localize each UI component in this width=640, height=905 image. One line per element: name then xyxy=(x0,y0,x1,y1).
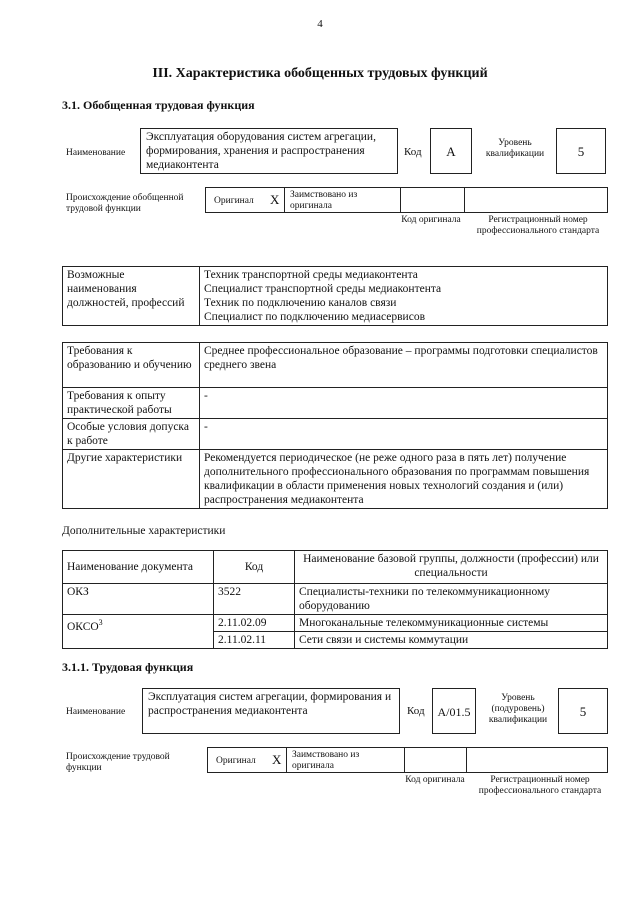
gtf-code-value: А xyxy=(430,128,472,174)
gtf-origin-label: Происхождение обобщенной трудовой функции xyxy=(66,193,184,214)
req-label: Другие характеристики xyxy=(63,450,200,509)
tf-name-label: Наименование xyxy=(66,707,126,717)
req-label: Требования к опыту практической работы xyxy=(63,388,200,419)
gtf-heading: 3.1. Обобщенная трудовая функция xyxy=(62,98,255,112)
additional-table xyxy=(62,550,608,649)
tf-level-value: 5 xyxy=(558,688,608,734)
gtf-origin-table xyxy=(205,187,608,213)
tf-reg-number-caption: Регистрационный номер профессионального стандарта xyxy=(478,775,602,796)
divider xyxy=(404,748,405,772)
footnote-mark: 3 xyxy=(98,618,103,627)
divider xyxy=(464,188,465,212)
gtf-name-label: Наименование xyxy=(66,148,126,158)
tf-name-value: Эксплуатация систем агрегации, формирования и распространения медиаконтента xyxy=(142,688,400,734)
header-cell: Наименование базовой группы, должности (профессии) или специальности xyxy=(295,551,608,584)
code-cell: 2.11.02.11 xyxy=(214,632,295,649)
name-cell: Сети связи и системы коммутации xyxy=(295,632,608,649)
section-title: III. Характеристика обобщенных трудовых функций xyxy=(152,66,488,81)
requirements-table xyxy=(62,342,608,509)
table-row xyxy=(63,551,608,584)
position-item: Специалист транспортной среды медиаконтента xyxy=(204,283,442,295)
gtf-level-label: Уровень квалификации xyxy=(485,138,545,159)
name-cell: Специалисты-техники по телекоммуникационному оборудованию xyxy=(295,584,608,615)
table-row xyxy=(63,450,608,509)
table-row xyxy=(63,584,608,615)
gtf-code-original-caption: Код оригинала xyxy=(401,215,461,225)
divider xyxy=(286,748,287,772)
position-item: Техник по подключению каналов связи xyxy=(204,297,397,309)
req-value: Рекомендуется периодическое (не реже одного раза в пять лет) получение дополнительного профессионального образования по программам повышения квалификации в области применения новых технологий создания и (или) распространения медиаконтента xyxy=(200,450,608,509)
code-cell: 2.11.02.09 xyxy=(214,615,295,632)
page-number: 4 xyxy=(317,18,323,30)
gtf-name-value: Эксплуатация оборудования систем агрегации, формирования, хранения и распространения медиаконтента xyxy=(140,128,398,174)
additional-heading: Дополнительные характеристики xyxy=(62,525,226,537)
table-row xyxy=(63,267,608,326)
tf-level-label: Уровень (подуровень) квалификации xyxy=(488,693,548,725)
table-row xyxy=(63,388,608,419)
tf-origin-label: Происхождение трудовой функции xyxy=(66,752,170,773)
req-value: - xyxy=(200,419,608,450)
doc-text: ОКСО xyxy=(67,620,99,633)
gtf-reg-number-caption: Регистрационный номер профессионального стандарта xyxy=(476,215,600,236)
gtf-level-value: 5 xyxy=(556,128,606,174)
name-cell: Многоканальные телекоммуникационные системы xyxy=(295,615,608,632)
tf-code-label: Код xyxy=(407,705,425,717)
positions-label: Возможные наименования должностей, профессий xyxy=(63,267,200,326)
position-item: Специалист по подключению медиасервисов xyxy=(204,311,425,323)
table-row xyxy=(63,419,608,450)
tf-original-label: Оригинал xyxy=(216,756,256,766)
gtf-code-label: Код xyxy=(404,146,422,158)
doc-cell xyxy=(63,615,214,649)
divider xyxy=(284,188,285,212)
gtf-original-label: Оригинал xyxy=(214,196,254,206)
req-label: Особые условия допуска к работе xyxy=(63,419,200,450)
req-label: Требования к образованию и обучению xyxy=(63,343,200,388)
header-cell: Код xyxy=(214,551,295,584)
header-cell: Наименование документа xyxy=(63,551,214,584)
position-item: Техник транспортной среды медиаконтента xyxy=(204,269,418,281)
gtf-borrowed-label: Заимствовано из оригинала xyxy=(290,190,358,211)
req-value: Среднее профессиональное образование – программы подготовки специалистов среднего звена xyxy=(200,343,608,388)
tf-code-value: А/01.5 xyxy=(432,688,476,734)
tf-heading: 3.1.1. Трудовая функция xyxy=(62,660,194,674)
divider xyxy=(466,748,467,772)
positions-values xyxy=(200,267,608,326)
req-value: - xyxy=(200,388,608,419)
table-row xyxy=(63,343,608,388)
table-row xyxy=(63,615,608,632)
positions-table xyxy=(62,266,608,326)
tf-borrowed-label: Заимствовано из оригинала xyxy=(292,750,360,771)
tf-code-original-caption: Код оригинала xyxy=(405,775,465,785)
gtf-original-mark: Х xyxy=(270,192,280,207)
divider xyxy=(400,188,401,212)
tf-original-mark: Х xyxy=(272,752,282,767)
tf-origin-table xyxy=(207,747,608,773)
code-cell: 3522 xyxy=(214,584,295,615)
doc-cell: ОКЗ xyxy=(63,584,214,615)
